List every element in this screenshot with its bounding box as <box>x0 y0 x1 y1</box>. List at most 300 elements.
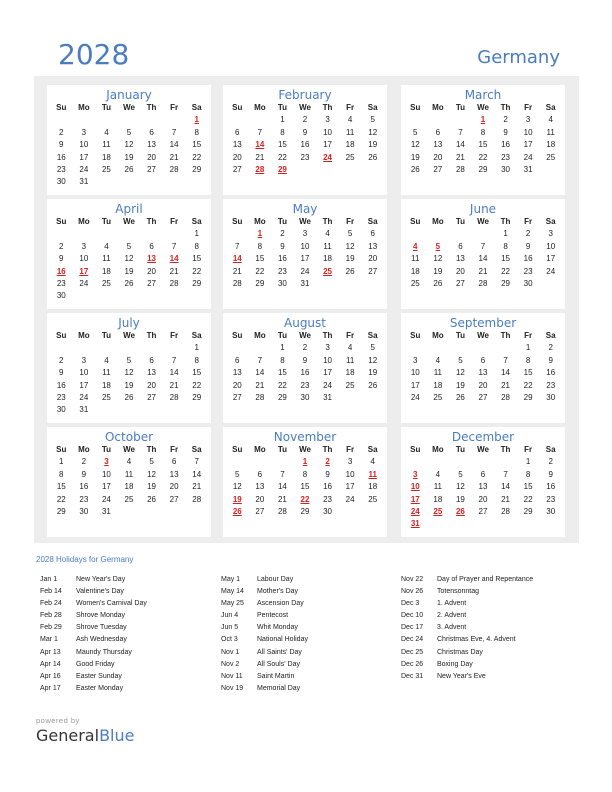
holiday-day: 26 <box>232 506 242 516</box>
empty-cell <box>118 342 141 354</box>
day: 15 <box>523 482 533 492</box>
weekday-header: Su <box>232 331 243 340</box>
month-title: October <box>104 430 154 444</box>
weekday-header: Fr <box>170 331 179 340</box>
holiday-row <box>40 622 147 634</box>
day: 23 <box>300 380 310 390</box>
holiday-row <box>40 671 147 683</box>
holiday-row <box>40 634 147 646</box>
day: 2 <box>59 127 64 137</box>
day: 12 <box>368 127 378 137</box>
day: 8 <box>525 355 531 365</box>
weekday-header: We <box>299 331 311 340</box>
day: 26 <box>124 392 134 402</box>
empty-cell <box>226 456 249 468</box>
day: 8 <box>194 355 199 365</box>
holiday-name: Christmas Day <box>437 648 483 656</box>
day: 28 <box>169 392 179 402</box>
day: 12 <box>433 254 443 264</box>
weekday-header: Su <box>410 331 421 340</box>
day: 16 <box>300 368 310 378</box>
day: 29 <box>192 164 202 174</box>
day: 2 <box>503 115 508 125</box>
day: 4 <box>104 127 109 137</box>
holiday-name: Pentecost <box>257 612 289 620</box>
day: 13 <box>455 254 465 264</box>
holiday-date: Nov 26 <box>401 588 424 596</box>
day: 29 <box>523 392 533 402</box>
day: 30 <box>56 291 66 301</box>
day: 12 <box>124 140 134 150</box>
day: 31 <box>323 392 333 402</box>
day: 16 <box>56 380 66 390</box>
day: 7 <box>280 469 285 479</box>
holiday-date: Dec 31 <box>401 672 424 680</box>
day: 23 <box>79 494 89 504</box>
day: 21 <box>192 482 202 492</box>
day: 17 <box>546 254 556 264</box>
holiday-day: 14 <box>169 254 179 264</box>
day: 21 <box>255 152 265 162</box>
day: 30 <box>56 405 66 415</box>
month-grid <box>223 216 387 290</box>
holiday-row <box>40 610 147 622</box>
day: 9 <box>325 469 330 479</box>
day: 23 <box>300 152 310 162</box>
month-grid <box>401 330 565 404</box>
day: 17 <box>345 482 355 492</box>
holiday-date: Nov 1 <box>221 648 240 656</box>
empty-cell <box>472 456 495 468</box>
day: 15 <box>277 368 287 378</box>
month-july <box>47 313 211 423</box>
holiday-row <box>221 598 308 610</box>
weekday-header: Sa <box>191 217 202 226</box>
holiday-date: Mar 1 <box>40 636 58 644</box>
day: 22 <box>523 494 533 504</box>
weekday-header: Tu <box>455 103 466 112</box>
day: 21 <box>501 494 511 504</box>
empty-cell <box>449 228 472 240</box>
holiday-row <box>401 586 533 598</box>
day: 5 <box>149 457 154 467</box>
day: 18 <box>345 140 355 150</box>
day: 24 <box>300 266 310 276</box>
day: 24 <box>410 392 420 402</box>
day: 31 <box>79 405 89 415</box>
day: 6 <box>480 469 486 479</box>
holiday-date: Dec 17 <box>401 624 424 632</box>
day: 25 <box>345 380 355 390</box>
day: 26 <box>410 164 420 174</box>
day: 11 <box>102 368 111 378</box>
day: 3 <box>81 127 87 137</box>
weekday-header: Sa <box>545 331 556 340</box>
holiday-date: Apr 13 <box>40 648 61 656</box>
day: 3 <box>525 115 531 125</box>
day: 25 <box>433 392 443 402</box>
day: 20 <box>478 494 488 504</box>
day: 19 <box>368 140 378 150</box>
empty-cell <box>249 114 272 126</box>
day: 18 <box>433 380 443 390</box>
day: 29 <box>478 164 488 174</box>
empty-cell <box>140 228 163 240</box>
powered-by-text: powered by <box>36 716 80 725</box>
day: 4 <box>347 343 353 353</box>
day: 6 <box>149 241 154 251</box>
empty-cell <box>427 342 450 354</box>
day: 22 <box>277 380 287 390</box>
day: 4 <box>370 457 375 467</box>
holiday-day: 26 <box>455 506 465 516</box>
empty-cell <box>95 228 118 240</box>
holiday-name: Whit Monday <box>257 624 298 632</box>
empty-cell <box>163 342 186 354</box>
day: 26 <box>368 380 378 390</box>
day: 3 <box>81 241 87 251</box>
weekday-header: We <box>123 331 135 340</box>
day: 22 <box>192 380 202 390</box>
day: 17 <box>410 380 420 390</box>
day: 20 <box>147 380 157 390</box>
day: 19 <box>124 380 134 390</box>
holiday-row <box>221 574 308 586</box>
day: 14 <box>501 482 511 492</box>
day: 29 <box>300 506 310 516</box>
weekday-header: Tu <box>101 445 112 454</box>
holiday-date: May 14 <box>221 588 244 596</box>
day: 14 <box>455 140 465 150</box>
day: 23 <box>523 266 533 276</box>
month-april <box>47 199 211 309</box>
day: 3 <box>413 355 418 365</box>
holiday-date: Feb 28 <box>40 612 62 620</box>
day: 6 <box>480 355 486 365</box>
day: 8 <box>302 469 308 479</box>
day: 19 <box>124 266 134 276</box>
day: 23 <box>546 380 556 390</box>
weekday-header: Mo <box>432 103 444 112</box>
month-title: April <box>115 202 143 216</box>
empty-cell <box>73 228 96 240</box>
day: 1 <box>280 115 285 125</box>
weekday-header: We <box>299 445 311 454</box>
day: 12 <box>124 254 134 264</box>
day: 20 <box>232 380 242 390</box>
day: 8 <box>280 355 285 365</box>
day: 29 <box>255 278 265 288</box>
holiday-day: 29 <box>277 164 287 174</box>
holiday-date: Feb 14 <box>40 588 62 596</box>
day: 7 <box>194 457 199 467</box>
holiday-row <box>221 622 308 634</box>
weekday-header: Su <box>56 103 67 112</box>
day: 13 <box>232 140 242 150</box>
weekday-header: Fr <box>170 445 179 454</box>
day: 18 <box>101 380 111 390</box>
empty-cell <box>140 342 163 354</box>
holiday-day: 22 <box>300 494 310 504</box>
day: 12 <box>124 368 134 378</box>
weekday-header: Th <box>146 217 157 226</box>
day: 21 <box>232 266 242 276</box>
day: 14 <box>277 482 287 492</box>
holiday-day: 1 <box>194 115 199 125</box>
day: 14 <box>478 254 488 264</box>
empty-cell <box>449 114 472 126</box>
weekday-header: Su <box>410 103 421 112</box>
month-grid <box>223 330 387 404</box>
weekday-header: Tu <box>455 445 466 454</box>
day: 20 <box>232 152 242 162</box>
day: 20 <box>147 152 157 162</box>
day: 9 <box>548 355 553 365</box>
empty-cell <box>50 342 73 354</box>
day: 20 <box>478 380 488 390</box>
day: 1 <box>525 457 531 467</box>
holiday-column-1 <box>40 574 147 695</box>
day: 29 <box>277 392 287 402</box>
weekday-header: Tu <box>101 103 112 112</box>
day: 26 <box>124 278 134 288</box>
day: 25 <box>368 494 378 504</box>
holiday-day: 2 <box>325 457 330 467</box>
day: 14 <box>169 368 179 378</box>
day: 18 <box>124 482 134 492</box>
brand-logo[interactable] <box>36 726 134 745</box>
weekday-header: Th <box>322 445 333 454</box>
weekday-header: Sa <box>367 331 378 340</box>
holiday-day: 25 <box>323 266 333 276</box>
day: 1 <box>525 343 531 353</box>
holiday-name: New Year's Day <box>76 576 126 583</box>
day: 15 <box>523 368 533 378</box>
day: 26 <box>368 152 378 162</box>
day: 27 <box>255 506 265 516</box>
day: 10 <box>79 254 89 264</box>
holiday-name: Labour Day <box>257 576 294 583</box>
day: 13 <box>478 482 488 492</box>
holiday-row <box>401 671 533 683</box>
holiday-date: Dec 25 <box>401 648 424 656</box>
day: 28 <box>169 278 179 288</box>
day: 2 <box>302 343 308 353</box>
day: 21 <box>455 152 465 162</box>
day: 22 <box>501 266 511 276</box>
weekday-header: Su <box>410 217 421 226</box>
day: 4 <box>435 469 441 479</box>
day: 13 <box>255 482 265 492</box>
day: 22 <box>255 266 265 276</box>
holiday-row <box>401 634 533 646</box>
holidays-title: 2028 Holidays for Germany <box>36 555 134 564</box>
day: 18 <box>546 140 556 150</box>
weekday-header: Mo <box>254 217 266 226</box>
day: 26 <box>345 266 355 276</box>
day: 9 <box>302 127 308 137</box>
holiday-date: Feb 24 <box>40 600 62 608</box>
month-grid <box>47 102 211 189</box>
day: 8 <box>480 127 486 137</box>
day: 18 <box>101 152 111 162</box>
holiday-row <box>401 659 533 671</box>
holiday-date: Jun 4 <box>221 612 239 620</box>
day: 7 <box>503 469 508 479</box>
day: 15 <box>192 368 202 378</box>
day: 6 <box>370 229 375 239</box>
weekday-header: Mo <box>432 331 444 340</box>
day: 23 <box>277 266 287 276</box>
holiday-date: Apr 14 <box>40 660 61 668</box>
day: 10 <box>323 355 333 365</box>
day: 5 <box>370 343 375 353</box>
holiday-name: New Year's Eve <box>437 672 486 680</box>
day: 8 <box>257 241 263 251</box>
day: 3 <box>325 343 330 353</box>
weekday-header: Fr <box>524 331 533 340</box>
weekday-header: Su <box>232 217 243 226</box>
holiday-row <box>40 683 147 695</box>
holiday-name: Good Friday <box>76 660 115 668</box>
day: 18 <box>368 482 378 492</box>
day: 29 <box>192 278 202 288</box>
weekday-header: Fr <box>346 331 355 340</box>
day: 18 <box>101 266 111 276</box>
holiday-date: Apr 16 <box>40 672 61 680</box>
weekday-header: We <box>123 217 135 226</box>
day: 27 <box>147 392 157 402</box>
day: 28 <box>501 506 511 516</box>
weekday-header: Mo <box>254 103 266 112</box>
day: 7 <box>257 127 263 137</box>
day: 23 <box>501 152 511 162</box>
holiday-date: Dec 26 <box>401 660 424 668</box>
weekday-header: Fr <box>346 103 355 112</box>
holiday-row <box>401 598 533 610</box>
day: 24 <box>345 494 355 504</box>
empty-cell <box>427 228 450 240</box>
holiday-name: 1. Advent <box>437 600 467 608</box>
month-title: August <box>284 316 326 330</box>
day: 20 <box>368 254 378 264</box>
day: 15 <box>478 140 488 150</box>
holiday-day: 17 <box>410 494 420 504</box>
weekday-header: Tu <box>455 331 466 340</box>
day: 30 <box>323 506 333 516</box>
empty-cell <box>494 342 517 354</box>
month-title: January <box>106 88 152 102</box>
day: 31 <box>523 164 533 174</box>
day: 20 <box>147 266 157 276</box>
day: 18 <box>410 266 420 276</box>
holiday-name: Maundy Thursday <box>76 648 132 656</box>
day: 4 <box>104 241 109 251</box>
holiday-day: 24 <box>410 506 420 516</box>
day: 4 <box>325 229 330 239</box>
month-grid <box>401 102 565 176</box>
day: 29 <box>56 506 66 516</box>
day: 10 <box>300 241 310 251</box>
day: 22 <box>192 152 202 162</box>
holiday-day: 31 <box>410 519 420 529</box>
month-august <box>223 313 387 423</box>
holiday-date: Feb 29 <box>40 624 62 632</box>
weekday-header: Sa <box>545 445 556 454</box>
day: 6 <box>458 241 463 251</box>
empty-cell <box>226 228 249 240</box>
empty-cell <box>427 114 450 126</box>
empty-cell <box>404 114 427 126</box>
day: 31 <box>79 177 89 187</box>
day: 5 <box>126 241 132 251</box>
day: 19 <box>368 368 378 378</box>
day: 3 <box>302 229 308 239</box>
month-grid <box>47 216 211 303</box>
day: 30 <box>79 506 89 516</box>
holiday-date: Nov 22 <box>401 576 424 583</box>
holiday-name: Ash Wednesday <box>76 636 127 644</box>
day: 28 <box>277 506 287 516</box>
day: 10 <box>345 469 355 479</box>
holiday-date: Dec 24 <box>401 636 424 644</box>
day: 8 <box>525 469 531 479</box>
day: 28 <box>192 494 202 504</box>
weekday-header: Fr <box>170 217 179 226</box>
weekday-header: Sa <box>367 217 378 226</box>
day: 7 <box>171 355 177 365</box>
day: 13 <box>368 241 378 251</box>
day: 27 <box>232 392 242 402</box>
month-title: February <box>278 88 332 102</box>
weekday-header: Tu <box>101 331 112 340</box>
holiday-name: Day of Prayer and Repentance <box>437 576 534 583</box>
day: 17 <box>523 140 533 150</box>
day: 14 <box>255 368 265 378</box>
empty-cell <box>118 114 141 126</box>
holiday-day: 24 <box>323 152 333 162</box>
weekday-header: Sa <box>367 445 378 454</box>
month-title: December <box>451 430 515 444</box>
month-may <box>223 199 387 309</box>
month-september <box>401 313 565 423</box>
empty-cell <box>50 228 73 240</box>
holiday-name: Shrove Tuesday <box>76 624 127 632</box>
day: 7 <box>458 127 463 137</box>
weekday-header: We <box>123 103 135 112</box>
day: 1 <box>59 457 64 467</box>
weekday-header: Sa <box>191 445 202 454</box>
day: 2 <box>548 343 553 353</box>
brand-general: General <box>36 726 100 745</box>
empty-cell <box>163 228 186 240</box>
day: 3 <box>325 115 330 125</box>
empty-cell <box>404 342 427 354</box>
day: 25 <box>546 152 556 162</box>
day: 19 <box>455 380 465 390</box>
day: 16 <box>323 482 333 492</box>
day: 9 <box>280 241 285 251</box>
month-grid <box>223 102 387 176</box>
weekday-header: Mo <box>78 103 90 112</box>
weekday-header: Th <box>500 217 511 226</box>
month-february <box>223 85 387 195</box>
month-december <box>401 427 565 537</box>
month-grid <box>401 444 565 531</box>
empty-cell <box>95 342 118 354</box>
weekday-header: We <box>477 103 489 112</box>
weekday-header: Fr <box>170 103 179 112</box>
